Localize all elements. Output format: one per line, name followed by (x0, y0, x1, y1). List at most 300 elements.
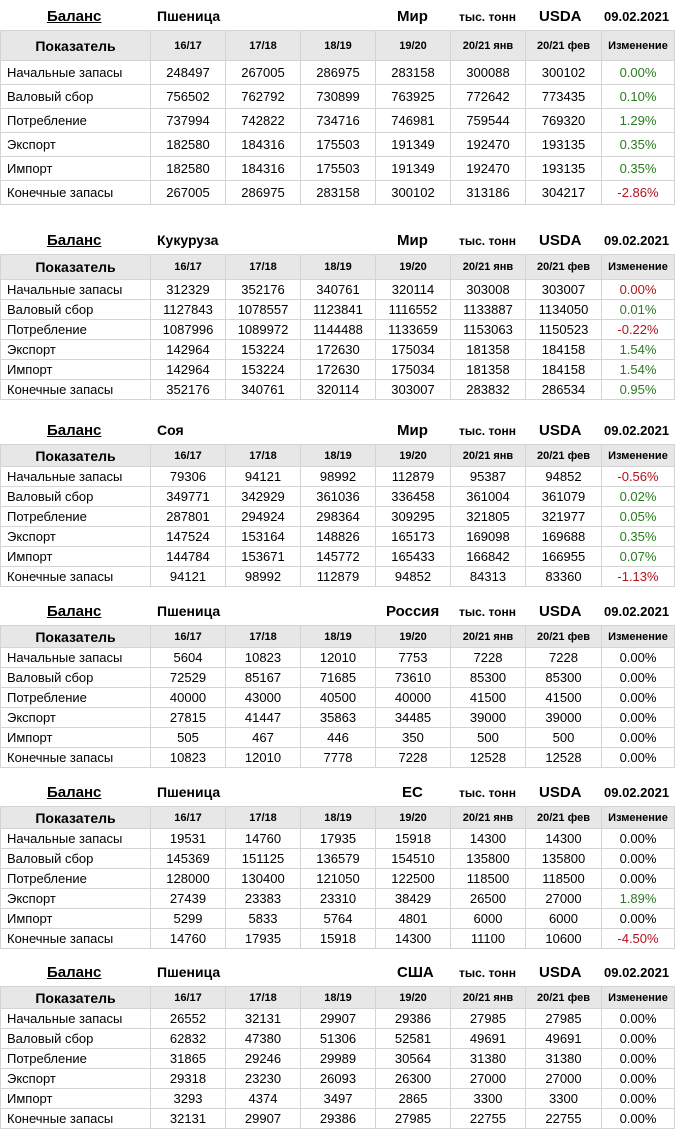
change-cell: 0.00% (602, 1069, 675, 1089)
column-header: Изменение (602, 255, 675, 280)
value-cell: 294924 (226, 507, 301, 527)
value-cell: 446 (301, 728, 376, 748)
value-cell: 267005 (151, 181, 226, 205)
value-cell: 29907 (301, 1009, 376, 1029)
value-cell: 38429 (376, 889, 451, 909)
column-header: 19/20 (376, 626, 451, 648)
value-cell: 283158 (376, 61, 451, 85)
change-cell: 0.00% (602, 1009, 675, 1029)
value-cell: 1133887 (451, 300, 526, 320)
value-cell: 27439 (151, 889, 226, 909)
value-cell: 26500 (451, 889, 526, 909)
value-cell: 7753 (376, 648, 451, 668)
row-label: Импорт (1, 909, 151, 929)
value-cell: 1078557 (226, 300, 301, 320)
column-header: Изменение (602, 626, 675, 648)
value-cell: 6000 (526, 909, 602, 929)
row-label: Потребление (1, 688, 151, 708)
value-cell: 27985 (526, 1009, 602, 1029)
value-cell: 2865 (376, 1089, 451, 1109)
row-label: Импорт (1, 157, 151, 181)
value-cell: 32131 (226, 1009, 301, 1029)
value-cell: 27985 (451, 1009, 526, 1029)
change-cell: 0.00% (602, 1089, 675, 1109)
column-header: 19/20 (376, 445, 451, 467)
row-label: Импорт (1, 1089, 151, 1109)
row-label: Начальные запасы (1, 829, 151, 849)
row-label: Экспорт (1, 133, 151, 157)
value-cell: 10600 (526, 929, 602, 949)
change-cell: -2.86% (602, 181, 675, 205)
table-row (1, 360, 675, 380)
value-cell: 26093 (301, 1069, 376, 1089)
value-cell: 175034 (376, 360, 451, 380)
table-row (1, 648, 675, 668)
column-header: 18/19 (301, 255, 376, 280)
table-row (1, 527, 675, 547)
balance-table-block (0, 597, 675, 768)
value-cell: 26552 (151, 1009, 226, 1029)
value-cell: 352176 (226, 280, 301, 300)
column-header: 17/18 (226, 987, 301, 1009)
value-cell: 737994 (151, 109, 226, 133)
table-row (1, 133, 675, 157)
column-header: 16/17 (151, 987, 226, 1009)
change-cell: 1.54% (602, 340, 675, 360)
region-name: Мир (397, 232, 428, 249)
value-cell: 165433 (376, 547, 451, 567)
row-label: Экспорт (1, 527, 151, 547)
value-cell: 40500 (301, 688, 376, 708)
value-cell: 3497 (301, 1089, 376, 1109)
value-cell: 52581 (376, 1029, 451, 1049)
row-label: Валовый сбор (1, 1029, 151, 1049)
row-label: Импорт (1, 728, 151, 748)
value-cell: 361036 (301, 487, 376, 507)
value-cell: 31380 (526, 1049, 602, 1069)
value-cell: 5299 (151, 909, 226, 929)
value-cell: 7778 (301, 748, 376, 768)
value-cell: 769320 (526, 109, 602, 133)
source-label: USDA (539, 232, 582, 249)
value-cell: 151125 (226, 849, 301, 869)
row-label: Конечные запасы (1, 748, 151, 768)
value-cell: 17935 (226, 929, 301, 949)
region-name: Мир (397, 422, 428, 439)
balance-table-block (0, 2, 675, 205)
value-cell: 118500 (526, 869, 602, 889)
table-row (1, 829, 675, 849)
value-cell: 342929 (226, 487, 301, 507)
balance-table-block (0, 226, 675, 400)
value-cell: 734716 (301, 109, 376, 133)
table-row (1, 1109, 675, 1129)
value-cell: 22755 (451, 1109, 526, 1129)
value-cell: 30564 (376, 1049, 451, 1069)
column-header: 17/18 (226, 807, 301, 829)
value-cell: 29318 (151, 1069, 226, 1089)
value-cell: 23310 (301, 889, 376, 909)
balance-label: Баланс (47, 8, 102, 25)
value-cell: 248497 (151, 61, 226, 85)
value-cell: 4801 (376, 909, 451, 929)
value-cell: 43000 (226, 688, 301, 708)
row-label: Валовый сбор (1, 487, 151, 507)
value-cell: 98992 (226, 567, 301, 587)
table-row (1, 869, 675, 889)
value-cell: 763925 (376, 85, 451, 109)
value-cell: 128000 (151, 869, 226, 889)
balance-label: Баланс (47, 232, 102, 249)
table-row (1, 300, 675, 320)
row-label: Потребление (1, 109, 151, 133)
value-cell: 23383 (226, 889, 301, 909)
table-row (1, 708, 675, 728)
value-cell: 15918 (376, 829, 451, 849)
column-header: Показатель (1, 626, 151, 648)
value-cell: 500 (526, 728, 602, 748)
column-header: 16/17 (151, 31, 226, 61)
crop-name: Пшеница (157, 8, 221, 24)
value-cell: 71685 (301, 668, 376, 688)
value-cell: 300102 (376, 181, 451, 205)
table-header-row (1, 31, 675, 61)
table-row (1, 340, 675, 360)
table-title-row (0, 597, 675, 625)
column-header: 19/20 (376, 987, 451, 1009)
table-title-row (0, 958, 675, 986)
table-row (1, 688, 675, 708)
table-row (1, 487, 675, 507)
source-label: USDA (539, 784, 582, 801)
value-cell: 1153063 (451, 320, 526, 340)
units-label: тыс. тонн (459, 234, 517, 248)
value-cell: 14760 (226, 829, 301, 849)
column-header: 20/21 фев (526, 255, 602, 280)
column-header: 17/18 (226, 445, 301, 467)
change-cell: 1.89% (602, 889, 675, 909)
value-cell: 1123841 (301, 300, 376, 320)
value-cell: 135800 (451, 849, 526, 869)
value-cell: 1150523 (526, 320, 602, 340)
value-cell: 320114 (301, 380, 376, 400)
value-cell: 153164 (226, 527, 301, 547)
value-cell: 184316 (226, 157, 301, 181)
column-header: Показатель (1, 987, 151, 1009)
row-label: Конечные запасы (1, 567, 151, 587)
value-cell: 22755 (526, 1109, 602, 1129)
value-cell: 746981 (376, 109, 451, 133)
crop-name: Пшеница (157, 784, 221, 800)
row-label: Конечные запасы (1, 1109, 151, 1129)
change-cell: 0.02% (602, 487, 675, 507)
value-cell: 27985 (376, 1109, 451, 1129)
table-header-row (1, 255, 675, 280)
change-cell: 0.35% (602, 133, 675, 157)
value-cell: 118500 (451, 869, 526, 889)
change-cell: 0.00% (602, 909, 675, 929)
source-label: USDA (539, 603, 582, 620)
column-header: 20/21 янв (451, 255, 526, 280)
column-header: 20/21 янв (451, 31, 526, 61)
value-cell: 142964 (151, 360, 226, 380)
change-cell: 0.00% (602, 728, 675, 748)
value-cell: 309295 (376, 507, 451, 527)
change-cell: -0.56% (602, 467, 675, 487)
value-cell: 7228 (526, 648, 602, 668)
value-cell: 94852 (376, 567, 451, 587)
value-cell: 759544 (451, 109, 526, 133)
value-cell: 147524 (151, 527, 226, 547)
balance-table (0, 30, 675, 205)
value-cell: 12010 (301, 648, 376, 668)
value-cell: 5604 (151, 648, 226, 668)
value-cell: 166955 (526, 547, 602, 567)
row-label: Потребление (1, 320, 151, 340)
value-cell: 27000 (451, 1069, 526, 1089)
value-cell: 1087996 (151, 320, 226, 340)
change-cell: 0.00% (602, 668, 675, 688)
table-header-row (1, 626, 675, 648)
value-cell: 40000 (376, 688, 451, 708)
value-cell: 79306 (151, 467, 226, 487)
balance-table (0, 444, 675, 587)
value-cell: 361079 (526, 487, 602, 507)
value-cell: 153224 (226, 340, 301, 360)
row-label: Начальные запасы (1, 467, 151, 487)
value-cell: 742822 (226, 109, 301, 133)
table-row (1, 668, 675, 688)
row-label: Экспорт (1, 889, 151, 909)
value-cell: 181358 (451, 360, 526, 380)
value-cell: 32131 (151, 1109, 226, 1129)
change-cell: -4.50% (602, 929, 675, 949)
table-row (1, 61, 675, 85)
balance-table-block (0, 958, 675, 1129)
crop-name: Соя (157, 422, 184, 438)
balance-table-block (0, 778, 675, 949)
value-cell: 300102 (526, 61, 602, 85)
value-cell: 39000 (526, 708, 602, 728)
value-cell: 321805 (451, 507, 526, 527)
row-label: Валовый сбор (1, 668, 151, 688)
change-cell: 0.01% (602, 300, 675, 320)
value-cell: 773435 (526, 85, 602, 109)
balance-table (0, 625, 675, 768)
value-cell: 112879 (376, 467, 451, 487)
value-cell: 166842 (451, 547, 526, 567)
table-row (1, 109, 675, 133)
column-header: Показатель (1, 31, 151, 61)
value-cell: 26300 (376, 1069, 451, 1089)
value-cell: 165173 (376, 527, 451, 547)
change-cell: 0.05% (602, 507, 675, 527)
value-cell: 142964 (151, 340, 226, 360)
value-cell: 3300 (526, 1089, 602, 1109)
row-label: Валовый сбор (1, 300, 151, 320)
value-cell: 192470 (451, 133, 526, 157)
column-header: Изменение (602, 31, 675, 61)
value-cell: 39000 (451, 708, 526, 728)
value-cell: 5764 (301, 909, 376, 929)
value-cell: 23230 (226, 1069, 301, 1089)
value-cell: 47380 (226, 1029, 301, 1049)
value-cell: 10823 (151, 748, 226, 768)
change-cell: 0.00% (602, 1049, 675, 1069)
change-cell: 0.00% (602, 829, 675, 849)
column-header: 19/20 (376, 31, 451, 61)
value-cell: 35863 (301, 708, 376, 728)
value-cell: 85300 (526, 668, 602, 688)
value-cell: 184158 (526, 340, 602, 360)
value-cell: 41500 (526, 688, 602, 708)
column-header: Показатель (1, 807, 151, 829)
value-cell: 19531 (151, 829, 226, 849)
column-header: 20/21 янв (451, 807, 526, 829)
table-row (1, 889, 675, 909)
value-cell: 27815 (151, 708, 226, 728)
table-header-row (1, 807, 675, 829)
balance-label: Баланс (47, 422, 102, 439)
units-label: тыс. тонн (459, 786, 517, 800)
balance-table (0, 254, 675, 400)
table-row (1, 929, 675, 949)
column-header: 16/17 (151, 445, 226, 467)
table-row (1, 280, 675, 300)
value-cell: 85300 (451, 668, 526, 688)
value-cell: 11100 (451, 929, 526, 949)
value-cell: 154510 (376, 849, 451, 869)
value-cell: 49691 (451, 1029, 526, 1049)
source-label: USDA (539, 8, 582, 25)
value-cell: 181358 (451, 340, 526, 360)
column-header: 20/21 фев (526, 626, 602, 648)
value-cell: 153671 (226, 547, 301, 567)
value-cell: 304217 (526, 181, 602, 205)
value-cell: 29907 (226, 1109, 301, 1129)
value-cell: 467 (226, 728, 301, 748)
column-header: 20/21 янв (451, 987, 526, 1009)
value-cell: 320114 (376, 280, 451, 300)
row-label: Экспорт (1, 1069, 151, 1089)
change-cell: 1.29% (602, 109, 675, 133)
value-cell: 1144488 (301, 320, 376, 340)
column-header: 18/19 (301, 31, 376, 61)
column-header: 20/21 фев (526, 445, 602, 467)
value-cell: 340761 (226, 380, 301, 400)
value-cell: 51306 (301, 1029, 376, 1049)
value-cell: 175503 (301, 133, 376, 157)
row-label: Экспорт (1, 708, 151, 728)
table-row (1, 380, 675, 400)
value-cell: 135800 (526, 849, 602, 869)
value-cell: 762792 (226, 85, 301, 109)
value-cell: 62832 (151, 1029, 226, 1049)
value-cell: 191349 (376, 133, 451, 157)
column-header: 20/21 янв (451, 445, 526, 467)
value-cell: 84313 (451, 567, 526, 587)
value-cell: 286975 (301, 61, 376, 85)
column-header: Изменение (602, 807, 675, 829)
table-row (1, 181, 675, 205)
units-label: тыс. тонн (459, 966, 517, 980)
units-label: тыс. тонн (459, 10, 517, 24)
change-cell: 0.00% (602, 849, 675, 869)
table-header-row (1, 445, 675, 467)
value-cell: 73610 (376, 668, 451, 688)
value-cell: 303008 (451, 280, 526, 300)
table-row (1, 507, 675, 527)
column-header: 17/18 (226, 31, 301, 61)
value-cell: 14760 (151, 929, 226, 949)
value-cell: 98992 (301, 467, 376, 487)
change-cell: 0.00% (602, 748, 675, 768)
row-label: Импорт (1, 360, 151, 380)
column-header: Показатель (1, 255, 151, 280)
column-header: 18/19 (301, 987, 376, 1009)
table-row (1, 1069, 675, 1089)
table-row (1, 1049, 675, 1069)
value-cell: 6000 (451, 909, 526, 929)
table-row (1, 157, 675, 181)
value-cell: 172630 (301, 360, 376, 380)
value-cell: 1133659 (376, 320, 451, 340)
value-cell: 267005 (226, 61, 301, 85)
value-cell: 772642 (451, 85, 526, 109)
column-header: 18/19 (301, 445, 376, 467)
value-cell: 14300 (526, 829, 602, 849)
report-date: 09.02.2021 (604, 965, 670, 980)
value-cell: 352176 (151, 380, 226, 400)
value-cell: 184158 (526, 360, 602, 380)
row-label: Импорт (1, 547, 151, 567)
table-row (1, 748, 675, 768)
value-cell: 340761 (301, 280, 376, 300)
balance-table (0, 806, 675, 949)
balance-label: Баланс (47, 964, 102, 981)
value-cell: 300088 (451, 61, 526, 85)
region-name: США (397, 964, 434, 981)
value-cell: 286975 (226, 181, 301, 205)
value-cell: 130400 (226, 869, 301, 889)
row-label: Потребление (1, 1049, 151, 1069)
value-cell: 191349 (376, 157, 451, 181)
table-row (1, 909, 675, 929)
value-cell: 145369 (151, 849, 226, 869)
value-cell: 83360 (526, 567, 602, 587)
report-date: 09.02.2021 (604, 785, 670, 800)
balance-table (0, 986, 675, 1129)
value-cell: 500 (451, 728, 526, 748)
table-row (1, 728, 675, 748)
value-cell: 184316 (226, 133, 301, 157)
row-label: Конечные запасы (1, 181, 151, 205)
column-header: Изменение (602, 987, 675, 1009)
table-row (1, 849, 675, 869)
value-cell: 298364 (301, 507, 376, 527)
value-cell: 29246 (226, 1049, 301, 1069)
value-cell: 40000 (151, 688, 226, 708)
units-label: тыс. тонн (459, 605, 517, 619)
value-cell: 95387 (451, 467, 526, 487)
column-header: 20/21 фев (526, 31, 602, 61)
report-date: 09.02.2021 (604, 233, 670, 248)
change-cell: 1.54% (602, 360, 675, 380)
value-cell: 12528 (526, 748, 602, 768)
table-row (1, 567, 675, 587)
value-cell: 72529 (151, 668, 226, 688)
value-cell: 121050 (301, 869, 376, 889)
